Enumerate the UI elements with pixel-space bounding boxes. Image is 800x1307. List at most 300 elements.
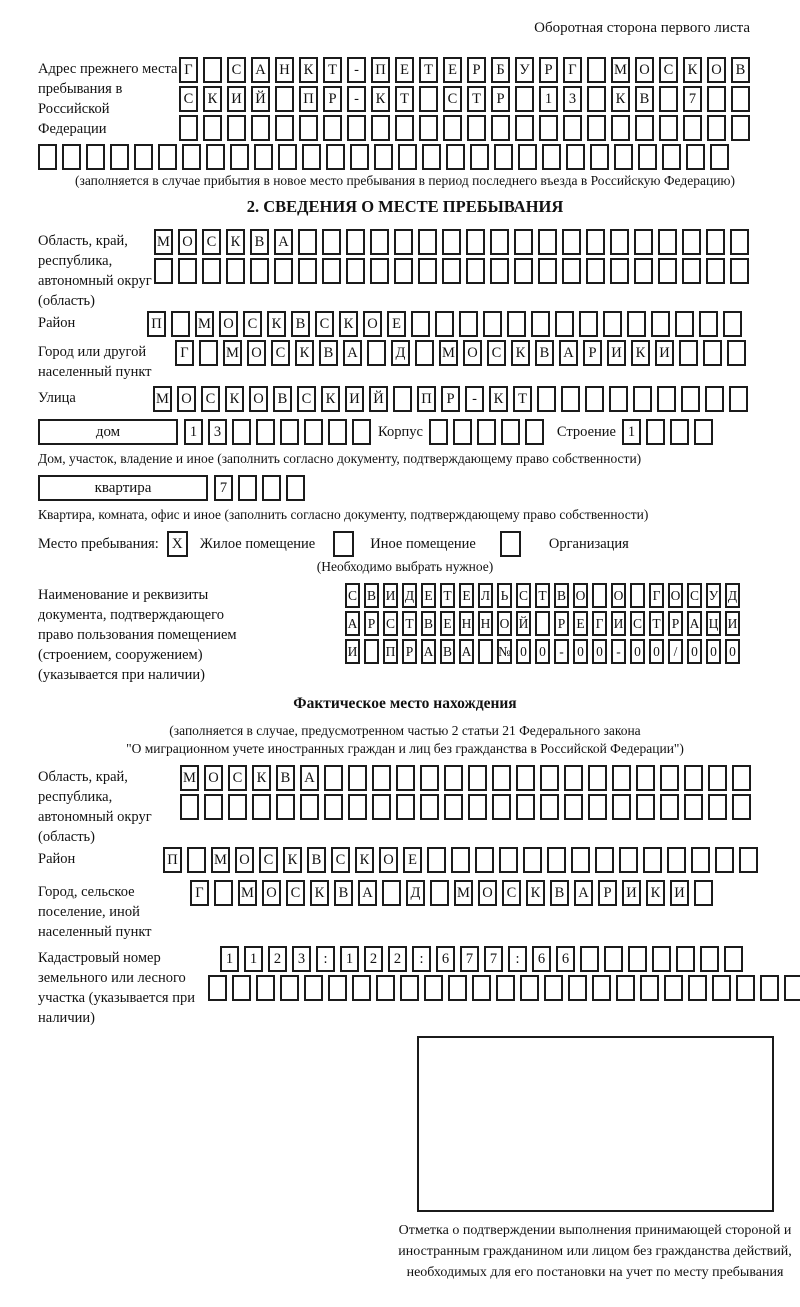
char-cell: О — [262, 880, 281, 906]
char-cell — [419, 115, 438, 141]
char-cell — [478, 639, 493, 664]
char-cell: Д — [402, 583, 417, 608]
residence-checkbox-dwelling: X — [167, 531, 188, 557]
char-cell: С — [687, 583, 702, 608]
char-cell — [590, 144, 609, 170]
char-cell: И — [655, 340, 674, 366]
char-cell — [154, 258, 173, 284]
residence-checkbox-organization — [500, 531, 521, 557]
residence-label: Место пребывания: — [38, 536, 159, 552]
char-cell: Е — [403, 847, 422, 873]
char-cell: Д — [391, 340, 410, 366]
char-cell: С — [487, 340, 506, 366]
char-cell: А — [574, 880, 593, 906]
char-cell: П — [163, 847, 182, 873]
char-cell: А — [559, 340, 578, 366]
residence-checkbox-other — [333, 531, 354, 557]
char-cell: И — [383, 583, 398, 608]
char-cell: С — [443, 86, 462, 112]
char-cell: 0 — [592, 639, 607, 664]
char-cell — [619, 847, 638, 873]
char-cell: В — [635, 86, 654, 112]
char-cell: Р — [441, 386, 460, 412]
char-cell — [322, 229, 341, 255]
char-cell — [251, 115, 270, 141]
char-cell: И — [345, 386, 364, 412]
char-cell — [394, 229, 413, 255]
char-cell: К — [310, 880, 329, 906]
char-cell — [710, 144, 729, 170]
char-cell: И — [345, 639, 360, 664]
char-cell — [587, 57, 606, 83]
char-cell: О — [177, 386, 196, 412]
char-cell — [659, 86, 678, 112]
char-cell — [467, 115, 486, 141]
char-cell — [592, 975, 611, 1001]
gorod-label: Город или другой населенный пункт — [38, 344, 152, 380]
char-cell: Г — [175, 340, 194, 366]
char-cell — [563, 115, 582, 141]
char-cell — [187, 847, 206, 873]
char-cell: Е — [387, 311, 406, 337]
char-cell — [280, 419, 299, 445]
char-cell — [398, 144, 417, 170]
char-cell — [547, 847, 566, 873]
char-cell — [275, 115, 294, 141]
prev-address-row-3 — [179, 115, 755, 141]
char-cell — [628, 946, 647, 972]
char-cell — [232, 419, 251, 445]
char-cell: К — [203, 86, 222, 112]
char-cell — [662, 144, 681, 170]
char-cell: О — [249, 386, 268, 412]
section3-note-1: (заполняется в случае, предусмотренном частью 2 статьи 21 Федерального закона — [169, 723, 641, 738]
char-cell: С — [259, 847, 278, 873]
char-cell — [732, 765, 751, 791]
char-cell — [707, 115, 726, 141]
char-cell — [252, 794, 271, 820]
char-cell — [364, 639, 379, 664]
char-cell — [256, 975, 275, 1001]
char-cell — [420, 765, 439, 791]
char-cell: О — [235, 847, 254, 873]
char-cell — [199, 340, 218, 366]
char-cell — [660, 765, 679, 791]
char-cell: В — [440, 639, 455, 664]
char-cell — [586, 258, 605, 284]
char-cell: И — [227, 86, 246, 112]
char-cell — [784, 975, 800, 1001]
char-cell — [643, 847, 662, 873]
korpus-label: Корпус — [378, 424, 423, 440]
char-cell: 1 — [539, 86, 558, 112]
char-cell: В — [364, 583, 379, 608]
char-cell: Р — [554, 611, 569, 636]
prev-address-row-1 — [179, 57, 755, 83]
kadastr-field — [38, 946, 772, 1028]
char-cell — [278, 144, 297, 170]
char-cell — [564, 794, 583, 820]
char-cell: С — [201, 386, 220, 412]
char-cell — [395, 115, 414, 141]
char-cell: А — [274, 229, 293, 255]
document-field — [38, 583, 772, 685]
char-cell — [640, 975, 659, 1001]
char-cell — [499, 847, 518, 873]
char-cell: М — [154, 229, 173, 255]
char-cell — [681, 386, 700, 412]
char-cell — [612, 765, 631, 791]
char-cell — [555, 311, 574, 337]
char-cell: И — [607, 340, 626, 366]
char-cell — [699, 311, 718, 337]
char-cell: В — [421, 611, 436, 636]
char-cell — [348, 794, 367, 820]
stamp-box — [417, 1036, 774, 1212]
ulitsa-label: Улица — [38, 390, 76, 406]
char-cell: И — [622, 880, 641, 906]
char-cell — [302, 144, 321, 170]
char-cell: Р — [539, 57, 558, 83]
char-cell — [448, 975, 467, 1001]
char-cell — [652, 946, 671, 972]
char-cell — [346, 258, 365, 284]
char-cell — [466, 229, 485, 255]
char-cell — [525, 419, 544, 445]
char-cell — [286, 475, 305, 501]
char-cell — [470, 144, 489, 170]
char-cell — [483, 311, 502, 337]
char-cell: М — [211, 847, 230, 873]
document-row-2 — [345, 611, 744, 636]
char-cell — [418, 258, 437, 284]
char-cell: А — [687, 611, 702, 636]
char-cell — [571, 847, 590, 873]
char-cell — [614, 144, 633, 170]
char-cell: О — [204, 765, 223, 791]
char-cell: А — [300, 765, 319, 791]
document-label: Наименование и реквизиты документа, подтверждающего право пользования помещением (строением, сооружением) (указывается при наличии) — [38, 587, 237, 683]
char-cell — [346, 229, 365, 255]
char-cell — [203, 57, 222, 83]
char-cell: А — [343, 340, 362, 366]
char-cell — [686, 144, 705, 170]
char-cell: С — [659, 57, 678, 83]
char-cell — [206, 144, 225, 170]
char-cell — [705, 386, 724, 412]
char-cell: П — [147, 311, 166, 337]
char-cell: С — [630, 611, 645, 636]
char-cell — [730, 229, 749, 255]
fact-gorod-label: Город, сельское поселение, иной населенный пункт — [38, 884, 152, 940]
char-cell: М — [223, 340, 242, 366]
char-cell: М — [195, 311, 214, 337]
dom-box-label: дом — [38, 419, 178, 445]
char-cell — [730, 258, 749, 284]
kadastr-row-1 — [220, 946, 800, 972]
section3-title: Фактическое место нахождения — [293, 695, 517, 712]
char-cell — [348, 765, 367, 791]
char-cell: В — [307, 847, 326, 873]
char-cell — [228, 794, 247, 820]
char-cell: Й — [251, 86, 270, 112]
stamp-area — [365, 1036, 800, 1283]
document-row-3 — [345, 639, 744, 664]
char-cell — [444, 765, 463, 791]
char-cell: Е — [573, 611, 588, 636]
char-cell — [708, 794, 727, 820]
char-cell — [684, 765, 703, 791]
char-cell — [651, 311, 670, 337]
char-cell: Д — [406, 880, 425, 906]
char-cell — [444, 794, 463, 820]
char-cell — [736, 975, 755, 1001]
char-cell — [611, 115, 630, 141]
char-cell: С — [202, 229, 221, 255]
char-cell: Т — [395, 86, 414, 112]
char-cell: С — [516, 583, 531, 608]
fact-oblast-row-2 — [180, 794, 756, 820]
char-cell: Р — [364, 611, 379, 636]
char-cell: Е — [459, 583, 474, 608]
char-cell — [706, 258, 725, 284]
char-cell — [179, 115, 198, 141]
char-cell — [535, 611, 550, 636]
fact-raion-row — [163, 847, 763, 873]
char-cell — [739, 847, 758, 873]
char-cell — [515, 86, 534, 112]
char-cell: Е — [443, 57, 462, 83]
char-cell: - — [554, 639, 569, 664]
char-cell — [393, 386, 412, 412]
char-cell — [227, 115, 246, 141]
char-cell — [588, 765, 607, 791]
char-cell: П — [371, 57, 390, 83]
fact-oblast-row-1 — [180, 765, 756, 791]
oblast-field — [38, 229, 772, 311]
char-cell — [226, 258, 245, 284]
char-cell: О — [363, 311, 382, 337]
char-cell — [475, 847, 494, 873]
raion-label: Район — [38, 315, 76, 331]
char-cell: М — [439, 340, 458, 366]
char-cell — [694, 880, 713, 906]
char-cell: 0 — [687, 639, 702, 664]
char-cell: 0 — [573, 639, 588, 664]
prev-address-note: (заполняется в случае прибытия в новое место пребывания в период последнего въезда в Российскую Федерацию) — [74, 173, 736, 188]
char-cell — [62, 144, 81, 170]
char-cell: В — [319, 340, 338, 366]
char-cell: М — [153, 386, 172, 412]
oblast-label: Область, край, республика, автономный округ (область) — [38, 233, 152, 309]
char-cell — [214, 880, 233, 906]
char-cell: В — [550, 880, 569, 906]
char-cell — [540, 765, 559, 791]
char-cell: Т — [419, 57, 438, 83]
char-cell — [208, 975, 227, 1001]
char-cell — [610, 258, 629, 284]
char-cell: 6 — [532, 946, 551, 972]
kadastr-row-2 — [208, 975, 800, 1001]
char-cell: К — [283, 847, 302, 873]
ulitsa-row — [153, 386, 753, 412]
char-cell — [516, 794, 535, 820]
document-row-1 — [345, 583, 744, 608]
stroenie-cells — [622, 419, 718, 445]
char-cell — [694, 419, 713, 445]
char-cell: - — [465, 386, 484, 412]
gorod-field — [38, 340, 772, 382]
oblast-row-2 — [154, 258, 754, 284]
char-cell — [328, 419, 347, 445]
char-cell: Р — [323, 86, 342, 112]
kvartira-cells — [214, 475, 310, 501]
char-cell — [633, 386, 652, 412]
char-cell — [374, 144, 393, 170]
char-cell — [322, 258, 341, 284]
char-cell: С — [243, 311, 262, 337]
char-cell — [324, 765, 343, 791]
char-cell: К — [631, 340, 650, 366]
char-cell — [328, 975, 347, 1001]
char-cell — [658, 229, 677, 255]
char-cell — [612, 794, 631, 820]
char-cell — [634, 229, 653, 255]
char-cell: О — [573, 583, 588, 608]
char-cell: И — [670, 880, 689, 906]
char-cell: К — [225, 386, 244, 412]
char-cell: Т — [323, 57, 342, 83]
char-cell: Г — [190, 880, 209, 906]
char-cell: К — [299, 57, 318, 83]
char-cell — [400, 975, 419, 1001]
char-cell — [727, 340, 746, 366]
char-cell: 6 — [556, 946, 575, 972]
char-cell: П — [383, 639, 398, 664]
char-cell — [691, 847, 710, 873]
char-cell — [352, 975, 371, 1001]
page-corner-note: Оборотная сторона первого листа — [534, 20, 750, 36]
fact-gorod-field — [38, 880, 772, 942]
char-cell: / — [668, 639, 683, 664]
char-cell — [561, 386, 580, 412]
char-cell — [523, 847, 542, 873]
char-cell — [451, 847, 470, 873]
char-cell: О — [379, 847, 398, 873]
char-cell: О — [668, 583, 683, 608]
char-cell — [712, 975, 731, 1001]
char-cell — [585, 386, 604, 412]
char-cell — [468, 794, 487, 820]
char-cell: К — [511, 340, 530, 366]
char-cell — [250, 258, 269, 284]
raion-field — [38, 311, 772, 340]
char-cell: К — [526, 880, 545, 906]
kvartira-row — [38, 475, 772, 504]
char-cell — [715, 847, 734, 873]
char-cell — [587, 86, 606, 112]
char-cell: С — [502, 880, 521, 906]
char-cell — [394, 258, 413, 284]
char-cell — [232, 975, 251, 1001]
char-cell — [304, 419, 323, 445]
char-cell — [566, 144, 585, 170]
char-cell: 6 — [436, 946, 455, 972]
char-cell — [732, 794, 751, 820]
char-cell — [256, 419, 275, 445]
char-cell — [382, 880, 401, 906]
char-cell — [280, 975, 299, 1001]
char-cell: А — [345, 611, 360, 636]
raion-row — [147, 311, 747, 337]
char-cell: Р — [467, 57, 486, 83]
char-cell — [544, 975, 563, 1001]
char-cell: Ц — [706, 611, 721, 636]
char-cell: О — [611, 583, 626, 608]
char-cell — [688, 975, 707, 1001]
char-cell: П — [417, 386, 436, 412]
char-cell: М — [454, 880, 473, 906]
char-cell — [182, 144, 201, 170]
char-cell — [664, 975, 683, 1001]
char-cell — [370, 229, 389, 255]
char-cell — [429, 419, 448, 445]
char-cell — [415, 340, 434, 366]
char-cell: 1 — [220, 946, 239, 972]
char-cell — [262, 475, 281, 501]
char-cell — [670, 419, 689, 445]
char-cell: 7 — [460, 946, 479, 972]
char-cell: 3 — [563, 86, 582, 112]
char-cell — [367, 340, 386, 366]
char-cell: 0 — [706, 639, 721, 664]
char-cell: П — [299, 86, 318, 112]
char-cell — [254, 144, 273, 170]
char-cell: 2 — [364, 946, 383, 972]
char-cell: Т — [440, 583, 455, 608]
char-cell: Е — [421, 583, 436, 608]
char-cell: - — [347, 86, 366, 112]
prev-address-label: Адрес прежнего места пребывания в Российской Федерации — [38, 61, 178, 137]
char-cell: : — [412, 946, 431, 972]
char-cell: Е — [395, 57, 414, 83]
char-cell — [708, 765, 727, 791]
char-cell: В — [276, 765, 295, 791]
char-cell — [496, 975, 515, 1001]
char-cell — [427, 847, 446, 873]
char-cell — [562, 258, 581, 284]
char-cell: В — [291, 311, 310, 337]
char-cell — [501, 419, 520, 445]
char-cell — [298, 229, 317, 255]
char-cell — [134, 144, 153, 170]
char-cell: Т — [513, 386, 532, 412]
char-cell: Г — [563, 57, 582, 83]
char-cell — [659, 115, 678, 141]
char-cell: Ь — [497, 583, 512, 608]
char-cell: : — [316, 946, 335, 972]
char-cell: О — [497, 611, 512, 636]
char-cell — [675, 311, 694, 337]
char-cell — [230, 144, 249, 170]
char-cell: О — [463, 340, 482, 366]
char-cell — [158, 144, 177, 170]
char-cell — [491, 115, 510, 141]
char-cell: 7 — [683, 86, 702, 112]
char-cell — [729, 386, 748, 412]
char-cell: 7 — [214, 475, 233, 501]
char-cell — [515, 115, 534, 141]
